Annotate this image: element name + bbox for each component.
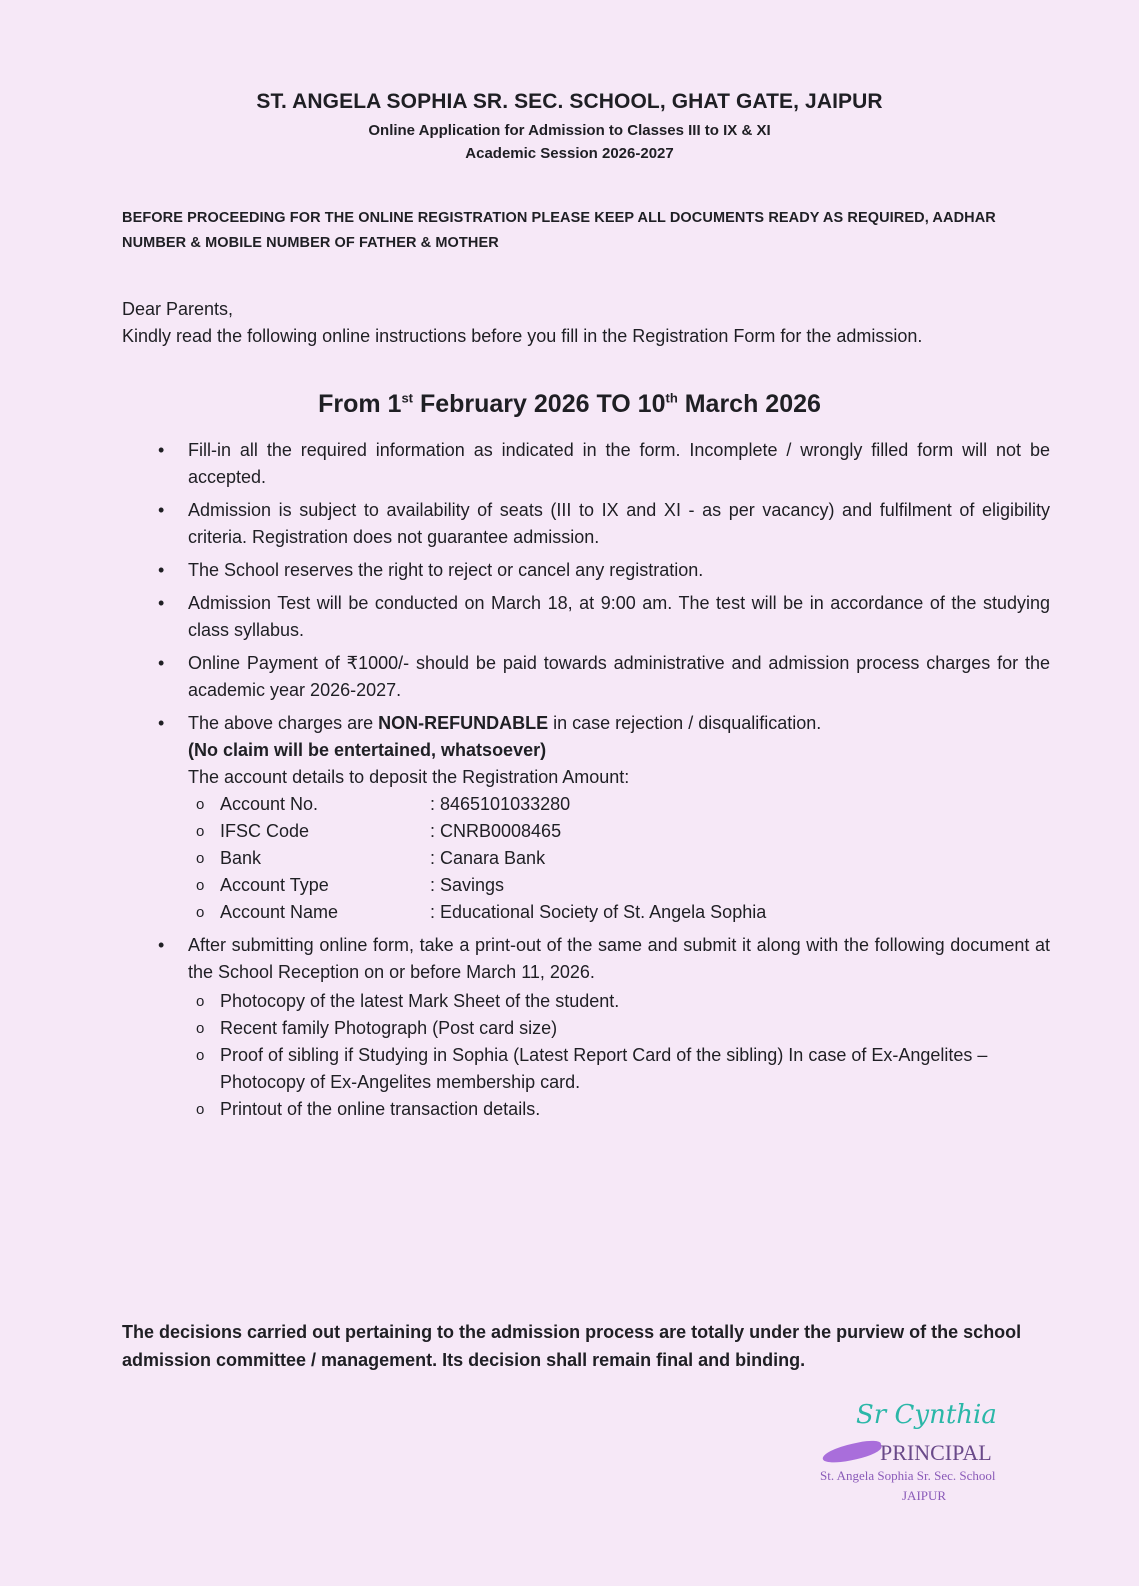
date-to-suffix: th <box>665 390 678 406</box>
school-name: ST. ANGELA SOPHIA SR. SEC. SCHOOL, GHAT GATE, JAIPUR <box>256 90 883 113</box>
intro-text: Kindly read the following online instructions before you fill in the Registration Form for the admission. <box>122 326 923 346</box>
submission-item <box>150 932 1050 986</box>
refund-text <box>188 710 1050 737</box>
sub-bullet-icon: o <box>196 1047 205 1064</box>
date-from-rest: February 2026 TO 10 <box>413 390 666 418</box>
instruction-item <box>150 437 1050 491</box>
sub-bullet-icon: o <box>196 796 205 813</box>
instructions-list <box>150 437 1050 1123</box>
account-label: Account Type <box>220 875 329 895</box>
account-value: : CNRB0008465 <box>430 821 562 841</box>
account-type-row <box>150 872 1050 899</box>
account-details <box>150 791 1050 926</box>
bank-row <box>150 845 1050 872</box>
sub-bullet-icon: o <box>196 993 205 1010</box>
sub-bullet-icon: o <box>196 904 205 921</box>
bullet-icon: • <box>158 500 165 520</box>
document-item <box>150 1015 1050 1042</box>
account-intro: The account details to deposit the Registration Amount: <box>188 767 630 787</box>
account-name-row <box>150 899 1050 926</box>
instruction-text: Admission is subject to availability of seats (III to IX and XI - as per vacancy) and fulfilment of eligibility criteria. Registration does not guarantee admission. <box>188 500 1050 547</box>
ifsc-code-row <box>150 818 1050 845</box>
instruction-text: Admission Test will be conducted on March 18, at 9:00 am. The test will be in accordance of the studying class syllabus. <box>188 593 1050 640</box>
instruction-item <box>150 557 1050 584</box>
document-text: Proof of sibling if Studying in Sophia (Latest Report Card of the sibling) In case of Ex-Angelites – Photocopy of Ex-Angelites membership card. <box>220 1045 988 1092</box>
submission-text: After submitting online form, take a print-out of the same and submit it along with the following document at the School Reception on or before March 11, 2026. <box>188 935 1050 982</box>
account-label: Account No. <box>220 794 319 814</box>
sub-bullet-icon: o <box>196 850 205 867</box>
salutation: Dear Parents, <box>122 299 234 319</box>
account-value: : Savings <box>430 875 505 895</box>
greeting <box>122 296 1042 350</box>
handwritten-signature: Sr Cynthia <box>856 1400 997 1430</box>
non-refundable-label: NON-REFUNDABLE <box>378 713 549 733</box>
instruction-item <box>150 590 1050 644</box>
account-value: : Educational Society of St. Angela Sophia <box>430 902 767 922</box>
bullet-icon: • <box>158 560 165 580</box>
account-number-row <box>150 791 1050 818</box>
registration-dates <box>0 390 1139 419</box>
document-text: Recent family Photograph (Post card size) <box>220 1018 558 1038</box>
instruction-item <box>150 497 1050 551</box>
sub-bullet-icon: o <box>196 1101 205 1118</box>
document-item <box>150 1042 1050 1096</box>
sub-bullet-icon: o <box>196 823 205 840</box>
date-from-label: From 1 <box>318 390 402 418</box>
account-value: : Canara Bank <box>430 848 546 868</box>
signatory-title: PRINCIPAL <box>880 1440 992 1465</box>
account-label: Bank <box>220 848 262 868</box>
refund-prefix: The above charges are <box>188 713 379 733</box>
letterhead <box>0 90 1139 168</box>
sub-bullet-icon: o <box>196 877 205 894</box>
required-documents <box>150 988 1050 1123</box>
documents-notice: BEFORE PROCEEDING FOR THE ONLINE REGISTRATION PLEASE KEEP ALL DOCUMENTS READY AS REQUIRED, AADHAR NUMBER & MOBILE NUMBER OF FATHER & MOTHER <box>122 210 996 251</box>
stamp-ink-icon <box>821 1438 883 1466</box>
sub-bullet-icon: o <box>196 1020 205 1037</box>
document-item <box>150 1096 1050 1123</box>
refund-policy-item <box>150 710 1050 791</box>
bullet-icon: • <box>158 653 165 673</box>
academic-session: Academic Session 2026-2027 <box>465 145 674 162</box>
refund-suffix: in case rejection / disqualification. <box>548 713 822 733</box>
instruction-text: The School reserves the right to reject or cancel any registration. <box>188 560 704 580</box>
bullet-icon: • <box>158 440 165 460</box>
stamp-city: JAIPUR <box>902 1488 947 1503</box>
application-subtitle: Online Application for Admission to Classes III to IX & XI <box>368 122 771 139</box>
instruction-item <box>150 650 1050 704</box>
final-decision-note: The decisions carried out pertaining to the admission process are totally under the purview of the school admission committee / management. Its decision shall remain final and binding. <box>122 1322 1022 1370</box>
document-text: Printout of the online transaction details. <box>220 1099 541 1119</box>
bullet-icon: • <box>158 935 165 955</box>
account-value: : 8465101033280 <box>430 794 571 814</box>
date-from-suffix: st <box>401 390 414 406</box>
bullet-icon: • <box>158 713 165 733</box>
no-claim-note: (No claim will be entertained, whatsoever) <box>188 740 547 760</box>
document-text: Photocopy of the latest Mark Sheet of the student. <box>220 991 620 1011</box>
account-label: Account Name <box>220 902 339 922</box>
instruction-text: Fill-in all the required information as indicated in the form. Incomplete / wrongly filled form will not be accepted. <box>188 440 1050 487</box>
document-item <box>150 988 1050 1015</box>
date-to-rest: March 2026 <box>677 390 821 418</box>
instruction-text: Online Payment of ₹1000/- should be paid towards administrative and admission process charges for the academic year 2026-2027. <box>188 653 1050 700</box>
stamp-school-name: St. Angela Sophia Sr. Sec. School <box>820 1468 996 1483</box>
bullet-icon: • <box>158 593 165 613</box>
account-label: IFSC Code <box>220 821 310 841</box>
